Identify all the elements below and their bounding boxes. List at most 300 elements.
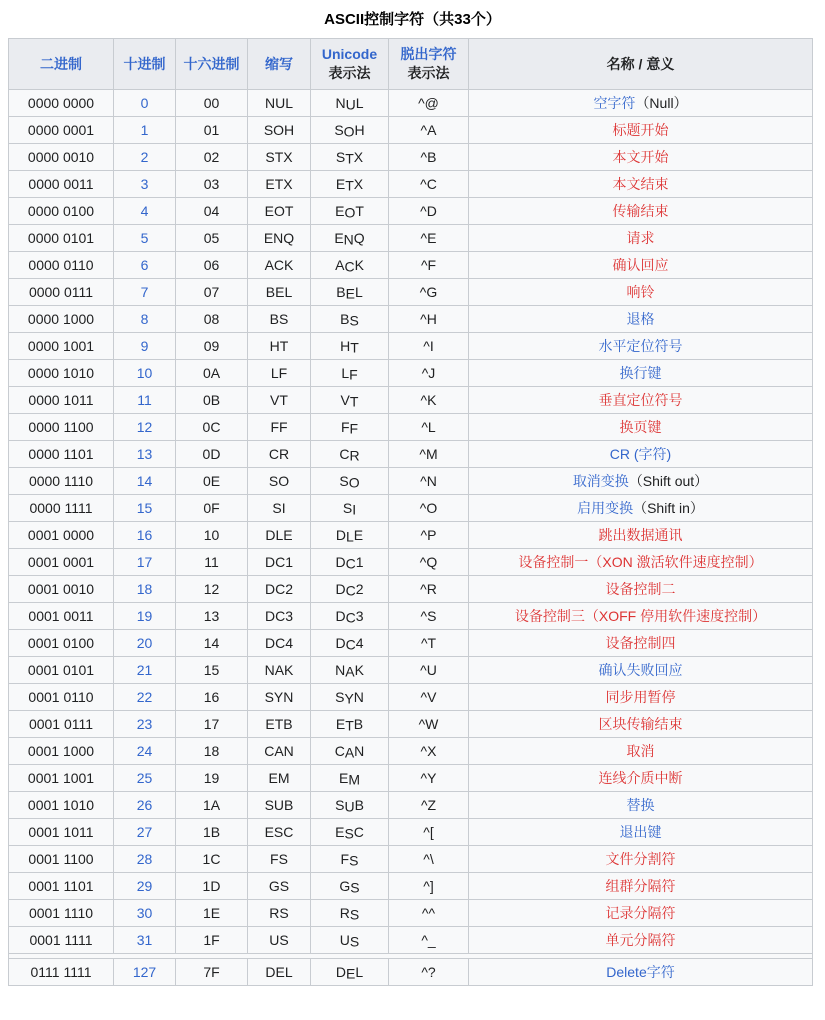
cell-caret-notation: ^C xyxy=(389,171,469,198)
cell-abbreviation: STX xyxy=(248,144,311,171)
decimal-value-link[interactable]: 11 xyxy=(137,391,152,408)
cell-abbreviation: DC3 xyxy=(248,603,311,630)
unicode-header-link[interactable]: Unicode xyxy=(321,46,378,62)
cell-hex: 0A xyxy=(176,360,248,387)
decimal-value-link[interactable]: 2 xyxy=(140,148,149,165)
cell-unicode-glyph: SO xyxy=(311,468,389,495)
cell-hex: 1B xyxy=(176,819,248,846)
header-cell-escape xyxy=(389,39,469,90)
name-link[interactable]: CR (字符) xyxy=(609,445,672,462)
ascii-control-characters-table xyxy=(8,38,813,986)
table-row xyxy=(9,846,813,873)
table-row xyxy=(9,630,813,657)
cell-binary: 0001 0010 xyxy=(9,576,114,603)
header-cell-abbr xyxy=(248,39,311,90)
cell-unicode-glyph: SI xyxy=(311,495,389,522)
cell-hex: 0F xyxy=(176,495,248,522)
cell-caret-notation: ^B xyxy=(389,144,469,171)
table-row xyxy=(9,495,813,522)
cell-abbreviation: ETB xyxy=(248,711,311,738)
cell-caret-notation: ^F xyxy=(389,252,469,279)
cell-unicode-glyph: ESC xyxy=(311,819,389,846)
cell-name-meaning xyxy=(469,414,813,441)
decimal-value-link[interactable]: 27 xyxy=(136,823,153,840)
cell-abbreviation: LF xyxy=(248,360,311,387)
cell-caret-notation: ^Y xyxy=(389,765,469,792)
cell-hex: 09 xyxy=(176,333,248,360)
cell-binary: 0001 1111 xyxy=(9,927,114,954)
table-row xyxy=(9,90,813,117)
cell-hex: 02 xyxy=(176,144,248,171)
decimal-value-link[interactable]: 4 xyxy=(140,202,149,219)
cell-caret-notation: ^R xyxy=(389,576,469,603)
name-link[interactable]: 传输结束 xyxy=(612,202,669,219)
cell-name-meaning xyxy=(469,144,813,171)
cell-binary: 0000 0001 xyxy=(9,117,114,144)
cell-caret-notation: ^S xyxy=(389,603,469,630)
cell-caret-notation: ^_ xyxy=(389,927,469,954)
cell-binary: 0000 0101 xyxy=(9,225,114,252)
cell-caret-notation: ^Q xyxy=(389,549,469,576)
cell-hex: 7F xyxy=(176,959,248,986)
decimal-value-link[interactable]: 25 xyxy=(136,769,153,786)
table-row xyxy=(9,225,813,252)
cell-name-meaning xyxy=(469,873,813,900)
cell-hex: 07 xyxy=(176,279,248,306)
cell-abbreviation: DC1 xyxy=(248,549,311,576)
name-link[interactable]: 设备控制二 xyxy=(605,580,676,597)
cell-binary: 0000 1010 xyxy=(9,360,114,387)
cell-unicode-glyph: DEL xyxy=(311,959,389,986)
cell-decimal xyxy=(114,387,176,414)
cell-binary: 0001 1010 xyxy=(9,792,114,819)
abbr-header-link[interactable]: 缩写 xyxy=(265,55,293,72)
table-row xyxy=(9,927,813,954)
cell-binary: 0000 0010 xyxy=(9,144,114,171)
cell-binary: 0001 1110 xyxy=(9,900,114,927)
cell-name-meaning xyxy=(469,225,813,252)
cell-decimal xyxy=(114,144,176,171)
cell-unicode-glyph: NAK xyxy=(311,657,389,684)
name-link[interactable]: 标题开始 xyxy=(612,121,669,138)
cell-binary: 0000 0000 xyxy=(9,90,114,117)
cell-hex: 17 xyxy=(176,711,248,738)
cell-unicode-glyph: SUB xyxy=(311,792,389,819)
cell-hex: 0C xyxy=(176,414,248,441)
cell-decimal xyxy=(114,306,176,333)
name-link[interactable]: 本文开始 xyxy=(612,148,669,165)
cell-caret-notation: ^O xyxy=(389,495,469,522)
cell-decimal xyxy=(114,927,176,954)
decimal-value-link[interactable]: 3 xyxy=(140,175,149,192)
table-row xyxy=(9,684,813,711)
cell-unicode-glyph: RS xyxy=(311,900,389,927)
table-row xyxy=(9,522,813,549)
table-row xyxy=(9,279,813,306)
table-row xyxy=(9,171,813,198)
cell-hex: 15 xyxy=(176,657,248,684)
cell-decimal xyxy=(114,90,176,117)
decimal-value-link[interactable]: 22 xyxy=(136,688,153,705)
decimal-value-link[interactable]: 8 xyxy=(140,310,149,327)
name-text: （Shift out） xyxy=(628,472,709,489)
cell-binary: 0000 0110 xyxy=(9,252,114,279)
cell-caret-notation: ^[ xyxy=(389,819,469,846)
cell-decimal xyxy=(114,522,176,549)
cell-abbreviation: EM xyxy=(248,765,311,792)
name-link[interactable]: 请求 xyxy=(626,229,655,246)
table-row xyxy=(9,873,813,900)
cell-abbreviation: DC4 xyxy=(248,630,311,657)
cell-hex: 1D xyxy=(176,873,248,900)
table-row xyxy=(9,765,813,792)
cell-name-meaning xyxy=(469,90,813,117)
cell-hex: 19 xyxy=(176,765,248,792)
cell-caret-notation: ^P xyxy=(389,522,469,549)
cell-unicode-glyph: HT xyxy=(311,333,389,360)
cell-caret-notation: ^\ xyxy=(389,846,469,873)
header-cell-hex xyxy=(176,39,248,90)
cell-decimal xyxy=(114,468,176,495)
decimal-header-link[interactable]: 十进制 xyxy=(123,55,166,72)
cell-decimal xyxy=(114,171,176,198)
cell-decimal xyxy=(114,684,176,711)
decimal-value-link[interactable]: 12 xyxy=(136,418,153,435)
cell-decimal xyxy=(114,846,176,873)
name-link[interactable]: 跳出数据通讯 xyxy=(598,526,683,543)
cell-name-meaning xyxy=(469,441,813,468)
decimal-value-link[interactable]: 13 xyxy=(136,445,153,462)
name-link[interactable]: Delete字符 xyxy=(606,963,675,980)
cell-decimal xyxy=(114,117,176,144)
cell-name-meaning xyxy=(469,765,813,792)
cell-caret-notation: ^H xyxy=(389,306,469,333)
name-link[interactable]: 连线介质中断 xyxy=(598,769,683,786)
cell-name-meaning xyxy=(469,360,813,387)
cell-unicode-glyph: DC1 xyxy=(311,549,389,576)
cell-abbreviation: ACK xyxy=(248,252,311,279)
cell-name-meaning xyxy=(469,738,813,765)
cell-decimal xyxy=(114,414,176,441)
name-link[interactable]: 退格 xyxy=(626,310,655,327)
name-link[interactable]: 换行键 xyxy=(619,364,662,381)
table-row xyxy=(9,468,813,495)
cell-unicode-glyph: ETB xyxy=(311,711,389,738)
cell-binary: 0001 1101 xyxy=(9,873,114,900)
cell-abbreviation: DC2 xyxy=(248,576,311,603)
cell-unicode-glyph: EM xyxy=(311,765,389,792)
decimal-value-link[interactable]: 31 xyxy=(136,931,153,948)
cell-binary: 0001 0110 xyxy=(9,684,114,711)
cell-binary: 0001 1001 xyxy=(9,765,114,792)
cell-unicode-glyph: CAN xyxy=(311,738,389,765)
name-link[interactable]: 设备控制四 xyxy=(605,634,676,651)
cell-unicode-glyph: FF xyxy=(311,414,389,441)
cell-decimal xyxy=(114,900,176,927)
cell-name-meaning xyxy=(469,927,813,954)
cell-hex: 00 xyxy=(176,90,248,117)
cell-abbreviation: ENQ xyxy=(248,225,311,252)
table-row xyxy=(9,117,813,144)
cell-caret-notation: ^? xyxy=(389,959,469,986)
name-link[interactable]: 文件分割符 xyxy=(605,850,676,867)
name-link[interactable]: 区块传输结束 xyxy=(598,715,683,732)
escape-header-subtext: 表示法 xyxy=(407,65,450,81)
cell-caret-notation: ^X xyxy=(389,738,469,765)
cell-name-meaning xyxy=(469,684,813,711)
cell-decimal xyxy=(114,630,176,657)
cell-name-meaning xyxy=(469,198,813,225)
cell-name-meaning xyxy=(469,576,813,603)
name-link[interactable]: 垂直定位符号 xyxy=(598,391,683,408)
cell-hex: 16 xyxy=(176,684,248,711)
hex-header-link[interactable]: 十六进制 xyxy=(183,55,240,72)
name-link[interactable]: 取消变换 xyxy=(572,472,629,489)
cell-binary: 0001 0011 xyxy=(9,603,114,630)
cell-decimal xyxy=(114,441,176,468)
decimal-value-link[interactable]: 0 xyxy=(140,94,149,111)
cell-name-meaning xyxy=(469,279,813,306)
cell-hex: 12 xyxy=(176,576,248,603)
name-link[interactable]: 取消 xyxy=(626,742,655,759)
cell-binary: 0001 0000 xyxy=(9,522,114,549)
decimal-value-link[interactable]: 19 xyxy=(136,607,153,624)
cell-binary: 0111 1111 xyxy=(9,959,114,986)
cell-unicode-glyph: DLE xyxy=(311,522,389,549)
name-link[interactable]: 确认失败回应 xyxy=(598,661,683,678)
decimal-value-link[interactable]: 1 xyxy=(140,121,149,138)
table-row xyxy=(9,360,813,387)
cell-abbreviation: RS xyxy=(248,900,311,927)
cell-binary: 0001 1011 xyxy=(9,819,114,846)
decimal-value-link[interactable]: 15 xyxy=(136,499,153,516)
table-row xyxy=(9,603,813,630)
cell-abbreviation: SI xyxy=(248,495,311,522)
table-row xyxy=(9,900,813,927)
decimal-value-link[interactable]: 16 xyxy=(136,526,153,543)
cell-hex: 1F xyxy=(176,927,248,954)
cell-hex: 03 xyxy=(176,171,248,198)
decimal-value-link[interactable]: 21 xyxy=(136,661,153,678)
cell-hex: 18 xyxy=(176,738,248,765)
cell-hex: 1C xyxy=(176,846,248,873)
unicode-header-subtext: 表示法 xyxy=(328,65,371,81)
name-link[interactable]: 响铃 xyxy=(626,283,655,300)
table-row xyxy=(9,441,813,468)
cell-binary: 0001 0111 xyxy=(9,711,114,738)
cell-decimal xyxy=(114,198,176,225)
name-link[interactable]: 退出键 xyxy=(619,823,662,840)
table-row xyxy=(9,252,813,279)
cell-unicode-glyph: EOT xyxy=(311,198,389,225)
cell-hex: 1A xyxy=(176,792,248,819)
cell-binary: 0000 1101 xyxy=(9,441,114,468)
cell-decimal xyxy=(114,360,176,387)
cell-name-meaning xyxy=(469,846,813,873)
table-row xyxy=(9,576,813,603)
table-row xyxy=(9,306,813,333)
decimal-value-link[interactable]: 9 xyxy=(140,337,149,354)
table-row xyxy=(9,959,813,986)
cell-decimal xyxy=(114,603,176,630)
cell-unicode-glyph: ETX xyxy=(311,171,389,198)
header-cell-unicode xyxy=(311,39,389,90)
name-link[interactable]: 启用变换 xyxy=(577,499,634,516)
decimal-value-link[interactable]: 23 xyxy=(136,715,153,732)
name-text: （Null） xyxy=(635,94,688,111)
cell-unicode-glyph: BS xyxy=(311,306,389,333)
cell-caret-notation: ^V xyxy=(389,684,469,711)
name-link[interactable]: 单元分隔符 xyxy=(605,931,676,948)
cell-binary: 0000 0011 xyxy=(9,171,114,198)
cell-caret-notation: ^W xyxy=(389,711,469,738)
cell-caret-notation: ^E xyxy=(389,225,469,252)
decimal-value-link[interactable]: 29 xyxy=(136,877,153,894)
cell-abbreviation: DEL xyxy=(248,959,311,986)
decimal-value-link[interactable]: 18 xyxy=(136,580,153,597)
cell-abbreviation: VT xyxy=(248,387,311,414)
escape-header-link[interactable]: 脱出字符 xyxy=(400,46,457,62)
cell-decimal xyxy=(114,657,176,684)
cell-caret-notation: ^D xyxy=(389,198,469,225)
cell-decimal xyxy=(114,333,176,360)
name-text: （Shift in） xyxy=(633,499,704,516)
cell-abbreviation: FS xyxy=(248,846,311,873)
cell-hex: 06 xyxy=(176,252,248,279)
name-link[interactable]: 本文结束 xyxy=(612,175,669,192)
cell-binary: 0000 1100 xyxy=(9,414,114,441)
name-link[interactable]: 同步用暂停 xyxy=(605,688,676,705)
decimal-value-link[interactable]: 10 xyxy=(136,364,153,381)
cell-decimal xyxy=(114,576,176,603)
cell-binary: 0000 1111 xyxy=(9,495,114,522)
cell-binary: 0000 1001 xyxy=(9,333,114,360)
cell-binary: 0001 1100 xyxy=(9,846,114,873)
name-link[interactable]: 设备控制三（XOFF 停用软件速度控制） xyxy=(514,607,767,624)
cell-hex: 04 xyxy=(176,198,248,225)
decimal-value-link[interactable]: 5 xyxy=(140,229,149,246)
name-link[interactable]: 组群分隔符 xyxy=(605,877,676,894)
cell-abbreviation: DLE xyxy=(248,522,311,549)
cell-binary: 0000 0100 xyxy=(9,198,114,225)
cell-hex: 0E xyxy=(176,468,248,495)
cell-unicode-glyph: NUL xyxy=(311,90,389,117)
cell-binary: 0000 0111 xyxy=(9,279,114,306)
cell-hex: 1E xyxy=(176,900,248,927)
table-row xyxy=(9,387,813,414)
cell-unicode-glyph: ACK xyxy=(311,252,389,279)
decimal-value-link[interactable]: 24 xyxy=(136,742,153,759)
cell-name-meaning xyxy=(469,711,813,738)
cell-decimal xyxy=(114,738,176,765)
decimal-value-link[interactable]: 26 xyxy=(136,796,153,813)
table-row xyxy=(9,198,813,225)
name-link[interactable]: 确认回应 xyxy=(612,256,669,273)
cell-hex: 0D xyxy=(176,441,248,468)
decimal-value-link[interactable]: 28 xyxy=(136,850,153,867)
name-link[interactable]: 记录分隔符 xyxy=(605,904,676,921)
cell-abbreviation: SOH xyxy=(248,117,311,144)
name-link[interactable]: 空字符 xyxy=(593,94,636,111)
cell-binary: 0001 0100 xyxy=(9,630,114,657)
table-row xyxy=(9,414,813,441)
name-link[interactable]: 水平定位符号 xyxy=(598,337,683,354)
cell-caret-notation: ^U xyxy=(389,657,469,684)
cell-abbreviation: CR xyxy=(248,441,311,468)
cell-abbreviation: SYN xyxy=(248,684,311,711)
cell-decimal xyxy=(114,873,176,900)
header-row xyxy=(9,39,813,90)
name-link[interactable]: 替换 xyxy=(626,796,655,813)
cell-name-meaning xyxy=(469,468,813,495)
decimal-value-link[interactable]: 30 xyxy=(136,904,153,921)
decimal-value-link[interactable]: 7 xyxy=(140,283,149,300)
cell-unicode-glyph: VT xyxy=(311,387,389,414)
cell-abbreviation: NUL xyxy=(248,90,311,117)
cell-binary: 0000 1000 xyxy=(9,306,114,333)
cell-name-meaning xyxy=(469,819,813,846)
decimal-value-link[interactable]: 6 xyxy=(140,256,149,273)
cell-name-meaning xyxy=(469,387,813,414)
cell-hex: 08 xyxy=(176,306,248,333)
cell-name-meaning xyxy=(469,657,813,684)
cell-decimal xyxy=(114,279,176,306)
cell-binary: 0000 1110 xyxy=(9,468,114,495)
cell-name-meaning xyxy=(469,549,813,576)
header-cell-binary xyxy=(9,39,114,90)
cell-binary: 0001 0101 xyxy=(9,657,114,684)
cell-name-meaning xyxy=(469,630,813,657)
cell-caret-notation: ^A xyxy=(389,117,469,144)
cell-unicode-glyph: DC2 xyxy=(311,576,389,603)
cell-caret-notation: ^] xyxy=(389,873,469,900)
cell-caret-notation: ^J xyxy=(389,360,469,387)
decimal-value-link[interactable]: 14 xyxy=(136,472,153,489)
cell-hex: 05 xyxy=(176,225,248,252)
cell-abbreviation: ETX xyxy=(248,171,311,198)
table-row xyxy=(9,819,813,846)
cell-decimal xyxy=(114,549,176,576)
binary-header-link[interactable]: 二进制 xyxy=(40,55,82,72)
cell-caret-notation: ^I xyxy=(389,333,469,360)
cell-binary: 0001 1000 xyxy=(9,738,114,765)
cell-name-meaning xyxy=(469,522,813,549)
cell-unicode-glyph: DC3 xyxy=(311,603,389,630)
cell-unicode-glyph: FS xyxy=(311,846,389,873)
cell-decimal xyxy=(114,765,176,792)
table-row xyxy=(9,711,813,738)
cell-caret-notation: ^@ xyxy=(389,90,469,117)
cell-unicode-glyph: LF xyxy=(311,360,389,387)
decimal-value-link[interactable]: 20 xyxy=(136,634,153,651)
cell-abbreviation: ESC xyxy=(248,819,311,846)
cell-caret-notation: ^^ xyxy=(389,900,469,927)
cell-abbreviation: GS xyxy=(248,873,311,900)
name-link[interactable]: 换页键 xyxy=(619,418,662,435)
cell-name-meaning xyxy=(469,333,813,360)
table-row xyxy=(9,738,813,765)
name-link[interactable]: 设备控制一（XON 激活软件速度控制） xyxy=(518,553,763,570)
decimal-value-link[interactable]: 17 xyxy=(136,553,153,570)
table-caption: ASCII控制字符（共33个） xyxy=(324,11,501,28)
cell-name-meaning xyxy=(469,171,813,198)
cell-unicode-glyph: GS xyxy=(311,873,389,900)
cell-unicode-glyph: DC4 xyxy=(311,630,389,657)
cell-decimal xyxy=(114,792,176,819)
table-row xyxy=(9,792,813,819)
cell-hex: 10 xyxy=(176,522,248,549)
decimal-value-link[interactable]: 127 xyxy=(132,963,157,980)
